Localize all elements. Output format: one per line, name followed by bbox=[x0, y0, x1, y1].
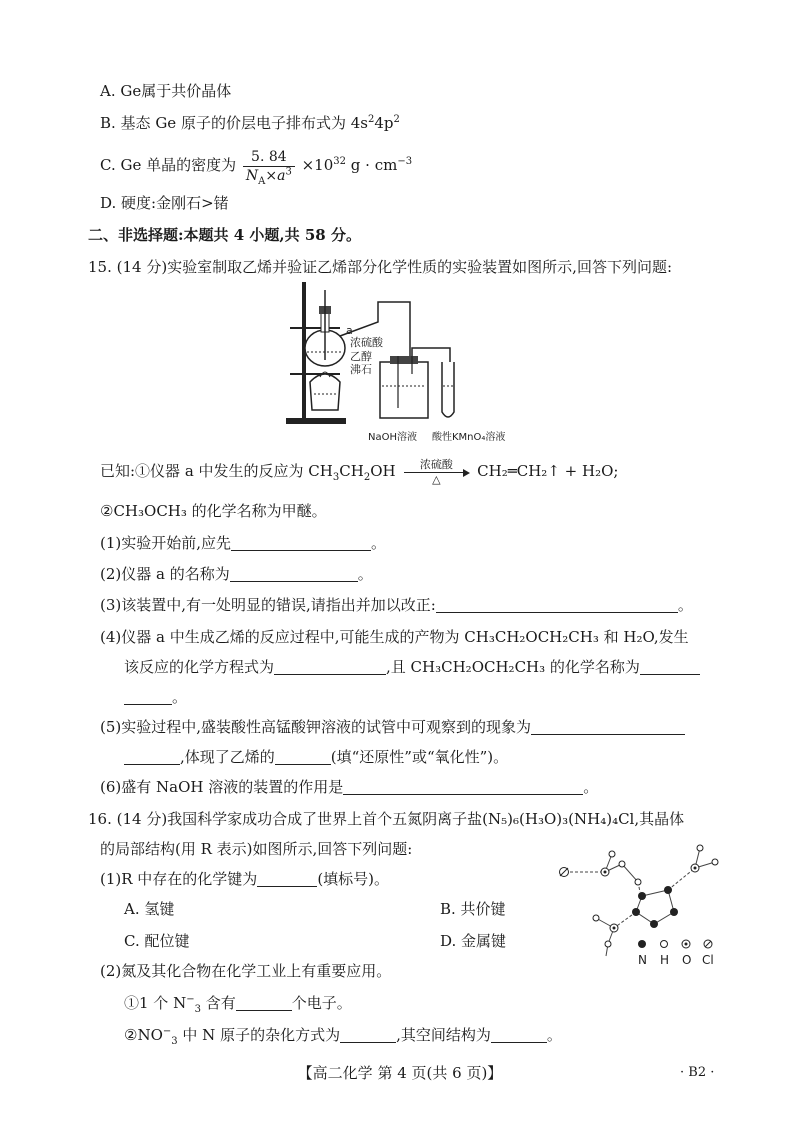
q15-part-3: (3)该装置中,有一处明显的错误,请指出并加以改正: 。 bbox=[100, 596, 693, 614]
label-naoh: NaOH溶液 bbox=[368, 432, 417, 443]
q15-part-4-line3: 。 bbox=[124, 686, 187, 708]
page-code: · B2 · bbox=[680, 1065, 715, 1080]
answer-blank[interactable] bbox=[343, 778, 583, 795]
q14-option-d: D. 硬度:金刚石>锗 bbox=[100, 194, 229, 212]
answer-blank[interactable] bbox=[491, 1026, 547, 1043]
q15-part-4-line2: 该反应的化学方程式为 ,且 CH₃CH₂OCH₂CH₃ 的化学名称为 bbox=[124, 656, 700, 678]
q15-known-1: 已知:①仪器 a 中发生的反应为 $CH_3CH_2OH$ 浓硫酸 △ CH₂═CH₂↑ + H₂O; bbox=[100, 458, 619, 486]
q15-known-2: ②CH₃OCH₃ 的化学名称为甲醚。 bbox=[100, 502, 327, 520]
q16-option-c: C. 配位键 bbox=[124, 932, 190, 950]
reaction-arrow: 浓硫酸 △ bbox=[404, 458, 468, 486]
answer-blank[interactable] bbox=[124, 688, 172, 705]
label-ethanol: 乙醇 bbox=[350, 350, 372, 363]
q14-option-b: B. 基态 Ge 原子的价层电子排布式为 $4s^24p^2$ bbox=[100, 114, 400, 132]
naoh-bottle bbox=[380, 362, 428, 418]
answer-blank[interactable] bbox=[640, 658, 700, 675]
label-stone: 沸石 bbox=[350, 363, 372, 376]
answer-blank[interactable] bbox=[124, 748, 180, 765]
q16-option-d: D. 金属键 bbox=[440, 932, 507, 950]
answer-blank[interactable] bbox=[436, 596, 678, 613]
q16-part-2: (2)氮及其化合物在化学工业上有重要应用。 bbox=[100, 962, 392, 980]
q15-stem: 15. (14 分)实验室制取乙烯并验证乙烯部分化学性质的实验装置如图所示,回答下列问题: bbox=[88, 258, 673, 276]
stand-base bbox=[286, 418, 346, 424]
answer-blank[interactable] bbox=[230, 565, 358, 582]
crystal-structure-figure bbox=[550, 840, 750, 970]
legend-o: O bbox=[682, 953, 692, 967]
alcohol-lamp bbox=[310, 374, 340, 410]
answer-blank[interactable] bbox=[531, 718, 685, 735]
page-footer: 【高二化学 第 4 页(共 6 页)】 bbox=[297, 1064, 503, 1082]
answer-blank[interactable] bbox=[275, 748, 331, 765]
label-acid: 浓硫酸 bbox=[350, 336, 383, 349]
answer-blank[interactable] bbox=[257, 870, 317, 887]
label-a: a bbox=[346, 324, 353, 337]
section-heading: 二、非选择题:本题共 4 小题,共 58 分。 bbox=[88, 226, 361, 244]
q16-part-1: (1)R 中存在的化学键为 (填标号)。 bbox=[100, 870, 390, 888]
label-kmno4: 酸性KMnO₄溶液 bbox=[432, 432, 506, 443]
answer-blank[interactable] bbox=[231, 534, 371, 551]
q15-part-4-line1: (4)仪器 a 中生成乙烯的反应过程中,可能生成的产物为 CH₃CH₂OCH₂CH₃ 和 H₂O,发生 bbox=[100, 628, 689, 646]
q14-option-c: C. Ge 单晶的密度为 $\frac{5. 84}{N_A\times a^3}$ $\times 10^{32}$ $g \cdot cm^{-3}$ bbox=[100, 148, 413, 187]
q14-option-a: A. Ge属于共价晶体 bbox=[100, 82, 232, 100]
legend-n: N bbox=[638, 953, 647, 967]
q15-part-2: (2)仪器 a 的名称为 。 bbox=[100, 565, 373, 583]
q15-part-5-line1: (5)实验过程中,盛装酸性高锰酸钾溶液的试管中可观察到的现象为 bbox=[100, 716, 685, 738]
atoms bbox=[560, 845, 719, 947]
legend-h: H bbox=[660, 953, 670, 967]
q16-stem-line1: 16. (14 分)我国科学家成功合成了世界上首个五氮阴离子盐(N₅)₆(H₃O)₃(NH₄)₄Cl,其晶体 bbox=[88, 810, 685, 828]
kmno4-test-tube bbox=[442, 362, 454, 417]
q15-part-5-line2: ,体现了乙烯的 (填“还原性”或“氧化性”)。 bbox=[124, 746, 508, 768]
q16-option-a: A. 氢键 bbox=[124, 900, 175, 918]
legend-cl: Cl bbox=[702, 953, 714, 967]
q16-sub-1: ①1 个 $N^-_3$ 含有 个电子。 bbox=[124, 994, 352, 1015]
q15-part-6: (6)盛有 NaOH 溶液的装置的作用是 。 bbox=[100, 778, 599, 796]
q15-part-1: (1)实验开始前,应先 。 bbox=[100, 534, 387, 552]
q16-sub-2: $②NO^-_3$ 中 N 原子的杂化方式为 ,其空间结构为 。 bbox=[124, 1026, 562, 1047]
answer-blank[interactable] bbox=[340, 1026, 396, 1043]
apparatus-figure bbox=[280, 282, 540, 446]
q16-stem-line2: 的局部结构(用 R 表示)如图所示,回答下列问题: bbox=[100, 840, 413, 858]
answer-blank[interactable] bbox=[236, 994, 292, 1011]
atom-legend bbox=[638, 940, 714, 967]
density-fraction: $\frac{5. 84}{N_A\times a^3}$ bbox=[243, 148, 295, 185]
q16-option-b: B. 共价键 bbox=[440, 900, 506, 918]
answer-blank[interactable] bbox=[274, 658, 386, 675]
